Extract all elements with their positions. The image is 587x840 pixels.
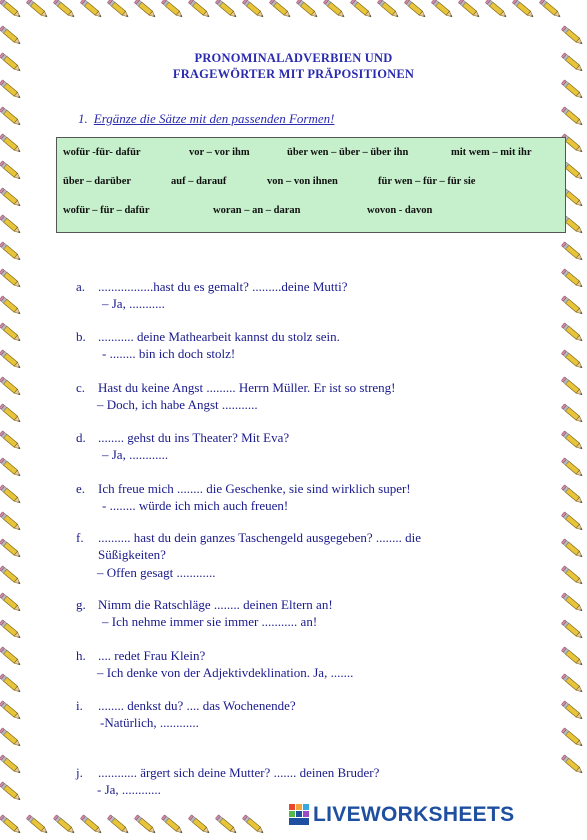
pencil-icon — [188, 0, 210, 19]
pencil-icon — [26, 815, 48, 835]
pencil-icon — [161, 815, 183, 835]
pencil-icon — [0, 377, 22, 397]
pencil-icon — [0, 269, 22, 289]
pencil-icon — [0, 161, 22, 181]
pencil-icon — [0, 296, 22, 316]
exercise-answer: – Ich denke von der Adjektivdeklination. Ja, ....... — [97, 665, 354, 680]
pencil-icon — [350, 0, 372, 19]
pencil-icon — [161, 0, 183, 19]
pencil-icon — [0, 350, 22, 370]
pencil-icon — [0, 323, 22, 343]
pencil-icon — [188, 815, 210, 835]
liveworksheets-logo-icon — [289, 804, 309, 826]
pencil-icon — [0, 80, 22, 100]
pencil-icon — [0, 593, 22, 613]
pencil-icon — [0, 215, 22, 235]
pencil-icon — [561, 701, 583, 721]
pencil-icon — [53, 815, 75, 835]
pencil-icon — [0, 512, 22, 532]
exercise-question: ........ gehst du ins Theater? Mit Eva? — [98, 430, 290, 445]
worksheet-title-line-1: PRONOMINALADVERBIEN UND — [194, 51, 393, 65]
exercise-label: e. — [76, 481, 86, 496]
pencil-icon — [561, 620, 583, 640]
pencil-icon — [539, 0, 561, 19]
exercise-question: Nimm die Ratschläge ........ deinen Eltern an! — [98, 597, 333, 612]
pencil-icon — [80, 815, 102, 835]
liveworksheets-logo — [289, 800, 514, 830]
pencil-icon — [0, 566, 22, 586]
pencil-icon — [215, 815, 237, 835]
pencil-icon — [0, 458, 22, 478]
pencil-icon — [431, 0, 453, 19]
pencil-icon — [561, 296, 583, 316]
pencil-icon — [561, 647, 583, 667]
word-box — [56, 137, 566, 233]
exercise-question: ........... deine Mathearbeit kannst du stolz sein. — [98, 329, 340, 344]
exercise-answer: – Ja, ............ — [102, 447, 169, 462]
pencil-icon — [0, 647, 22, 667]
exercise-answer: – Doch, ich habe Angst ........... — [97, 397, 258, 412]
pencil-icon — [215, 0, 237, 19]
pencil-icon — [561, 593, 583, 613]
exercise-label: b. — [76, 329, 86, 344]
pencil-icon — [512, 0, 534, 19]
pencil-icon — [377, 0, 399, 19]
exercise-label: f. — [76, 530, 84, 545]
pencil-icon — [485, 0, 507, 19]
pencil-icon — [561, 512, 583, 532]
pencil-icon — [134, 0, 156, 19]
exercise-answer: - Ja, ............ — [97, 782, 161, 797]
pencil-icon — [0, 728, 22, 748]
pencil-icon — [561, 242, 583, 262]
pencil-icon — [561, 539, 583, 559]
word-box-item: wofür -für- dafür — [63, 147, 141, 158]
pencil-icon — [561, 728, 583, 748]
word-box-item: für wen – für – für sie — [378, 176, 476, 187]
exercise-question: ............ ärgert sich deine Mutter? ....... deinen Bruder? — [98, 765, 380, 780]
pencil-icon — [561, 566, 583, 586]
pencil-icon — [561, 269, 583, 289]
worksheet-title-line-2: FRAGEWÖRTER MIT PRÄPOSITIONEN — [172, 67, 415, 81]
pencil-icon — [561, 107, 583, 127]
liveworksheets-logo-text: LIVEWORKSHEETS — [313, 803, 515, 826]
pencil-icon — [561, 80, 583, 100]
pencil-icon — [561, 674, 583, 694]
exercise-question: .... redet Frau Klein? — [98, 648, 206, 663]
pencil-icon — [0, 755, 22, 775]
task-instruction-text: Ergänze die Sätze mit den passenden Formen! — [93, 111, 335, 126]
pencil-icon — [561, 404, 583, 424]
word-box-item: auf – darauf — [171, 176, 227, 187]
exercise-answer: - ........ würde ich mich auch freuen! — [102, 498, 289, 513]
exercise-label: d. — [76, 430, 86, 445]
pencil-icon — [561, 431, 583, 451]
exercise-label: g. — [76, 597, 86, 612]
word-box-item: wofür – für – dafür — [63, 205, 150, 216]
word-box-item: woran – an – daran — [213, 205, 301, 216]
pencil-icon — [0, 0, 22, 19]
pencil-icon — [458, 0, 480, 19]
pencil-icon — [0, 782, 22, 802]
pencil-icon — [26, 0, 48, 19]
exercise-label: j. — [76, 765, 83, 780]
pencil-icon — [561, 377, 583, 397]
pencil-icon — [0, 26, 22, 46]
exercise-question: .......... hast du dein ganzes Taschengeld ausgegeben? ........ die — [98, 530, 422, 545]
exercise-label: a. — [76, 279, 86, 294]
pencil-icon — [134, 815, 156, 835]
pencil-icon — [53, 0, 75, 19]
pencil-icon — [0, 242, 22, 262]
pencil-icon — [242, 0, 264, 19]
exercise-answer: – Offen gesagt ............ — [97, 565, 216, 580]
pencil-icon — [404, 0, 426, 19]
pencil-icon — [561, 350, 583, 370]
pencil-icon — [561, 485, 583, 505]
task-instruction — [78, 111, 334, 127]
word-box-item: über – darüber — [63, 176, 132, 187]
pencil-icon — [0, 188, 22, 208]
pencil-icon — [561, 755, 583, 775]
word-box-item: wovon - davon — [367, 205, 433, 216]
pencil-icon — [0, 431, 22, 451]
exercise-question: ........ denkst du? .... das Wochenende? — [98, 698, 296, 713]
pencil-icon — [561, 458, 583, 478]
word-box-item: über wen – über – über ihn — [287, 147, 409, 158]
exercise-answer: -Natürlich, ............ — [100, 715, 199, 730]
word-box-item: mit wem – mit ihr — [451, 147, 532, 158]
pencil-icon — [323, 0, 345, 19]
task-number: 1. — [78, 111, 88, 126]
pencil-icon — [242, 815, 264, 835]
pencil-icon — [0, 107, 22, 127]
pencil-icon — [0, 674, 22, 694]
exercise-answer: – Ich nehme immer sie immer ........... an! — [102, 614, 318, 629]
pencil-icon — [0, 404, 22, 424]
pencil-icon — [107, 0, 129, 19]
exercise-label: c. — [76, 380, 86, 395]
pencil-icon — [561, 323, 583, 343]
exercise-label: h. — [76, 648, 86, 663]
pencil-icon — [0, 815, 22, 835]
exercise-question: Ich freue mich ........ die Geschenke, sie sind wirklich super! — [98, 481, 411, 496]
exercise-label: i. — [76, 698, 83, 713]
word-box-item: vor – vor ihm — [189, 147, 250, 158]
pencil-icon — [0, 620, 22, 640]
pencil-icon — [0, 485, 22, 505]
pencil-icon — [296, 0, 318, 19]
pencil-icon — [0, 701, 22, 721]
pencil-icon — [0, 134, 22, 154]
exercise-question: Hast du keine Angst ......... Herrn Müller. Er ist so streng! — [98, 380, 396, 395]
pencil-icon — [269, 0, 291, 19]
pencil-icon — [561, 26, 583, 46]
pencil-icon — [0, 539, 22, 559]
pencil-icon — [80, 0, 102, 19]
exercise-answer: – Ja, ........... — [102, 296, 165, 311]
word-box-item: von – von ihnen — [267, 176, 338, 187]
exercise-question: .................hast du es gemalt? .........deine Mutti? — [98, 279, 348, 294]
pencil-icon — [107, 815, 129, 835]
exercise-answer: - ........ bin ich doch stolz! — [102, 346, 236, 361]
exercise-question-continued: Süßigkeiten? — [98, 547, 166, 562]
